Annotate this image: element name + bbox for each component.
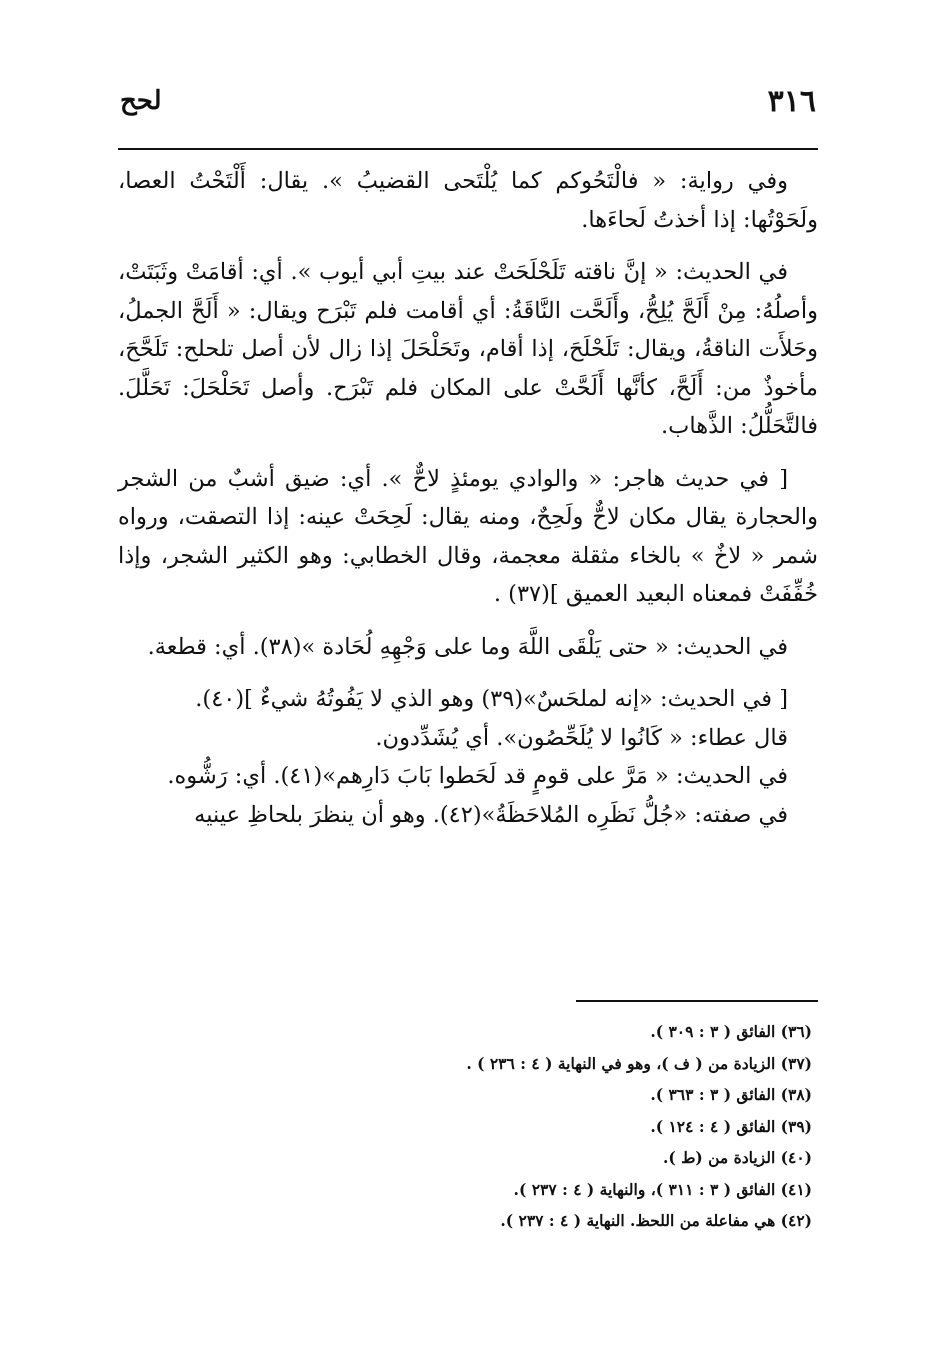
footnote: (٣٨) الفائق ( ٣ : ٣٦٣ ).: [650, 1085, 812, 1104]
text-line: قال عطاء: « كَانُوا لا يُلَحِّصُون». أي يُشَدِّدون.: [375, 724, 788, 751]
footnote: (٤٠) الزيادة من (ط ).: [662, 1148, 812, 1167]
footnote: (٣٩) الفائق ( ٤ : ١٢٤ ).: [650, 1116, 812, 1136]
paragraph: في الحديث: « إنَّ ناقته تَلَحْلَحَتْ عند بيتِ أبي أيوب ». أي: أقامَتْ وثَبَتَتْ، وأصلُهُ: مِنْ أَلَحَّ يُلِحُّ، وأَلَحَّت النَّاقَةُ: أي أقامت فلم تَبْرَح ويقال: « أَلَحَّ الجملُ، وحَلأَت الناقةُ، ويقال: تَلَحْلَحَ، إذا أقام، وتَحَلْحَلَ إذا زال لأن أصل تلحلح: تَلَحَّحَ، مأخوذٌ من: أَلَحَّ، كأنَّها أَلَحَّتْ على المكان فلم تَبْرَح. وأصل تَحَلْحَلَ: تَحَلَّلَ. فالتَّحَلُّلُ: الذَّهاب.: [118, 259, 818, 439]
footnotes: [118, 1016, 818, 1237]
header-rule: [118, 148, 818, 150]
footnote: (٣٦) الفائق ( ٣ : ٣٠٩ ).: [650, 1022, 812, 1041]
text-line: [ في الحديث: «إنه لملحَسٌ»(٣٩) وهو الذي لا يَفُوتُهُ شيءٌ ](٤٠).: [195, 686, 788, 712]
paragraph: في الحديث: « حتى يَلْقَى اللَّهَ وما على وَجْهِهِ لُحَادة »(٣٨). أي: قطعة.: [147, 633, 788, 660]
running-head: لحح: [120, 86, 162, 116]
page-header: [118, 80, 818, 130]
footnote-rule: [576, 1000, 818, 1002]
text-line: في صفته: «جُلُّ نَظَرِه المُلاحَظَةُ»(٤٢). وهو أن ينظرَ بلحاظِ عينيه: [194, 801, 788, 828]
footnote: (٤١) الفائق ( ٣ : ٣١١ )، والنهاية ( ٤ : ٢٣٧ ).: [513, 1179, 812, 1199]
main-text: [118, 162, 818, 834]
page-number: ٣١٦: [767, 84, 816, 119]
paragraph: وفي رواية: « فالْتَحُوكم كما يُلْتَحى القضيبُ ». يقال: أَلْتَحْتُ العصا، ولَحَوْتُها: إذا أخذتُ لَحاءَها.: [118, 168, 818, 233]
footnote: (٣٧) الزيادة من ( ف )، وهو في النهاية ( ٤ : ٢٣٦ ) .: [466, 1053, 812, 1073]
footnote: (٤٢) هي مفاعلة من اللحظ. النهاية ( ٤ : ٢٣٧ ).: [500, 1211, 812, 1230]
text-line: في الحديث: « مَرَّ على قومٍ قد لَحَطوا بَابَ دَارِهم»(٤١). أي: رَشُّوه.: [167, 763, 788, 789]
paragraph: [ في حديث هاجر: « والوادي يومئذٍ لاحٌّ ». أي: ضيق أشبٌ من الشجر والحجارة يقال مكان لاحٌّ ولَحِحٌ، ومنه يقال: لَحِحَتْ عينه: إذا التصقت، ورواه شمر « لاخٌ » بالخاء مثقلة معجمة، وقال الخطابي: وهو الكثير الشجر، وإذا خُفِّفَتْ فمعناه البعيد العميق ](٣٧) .: [118, 465, 818, 607]
